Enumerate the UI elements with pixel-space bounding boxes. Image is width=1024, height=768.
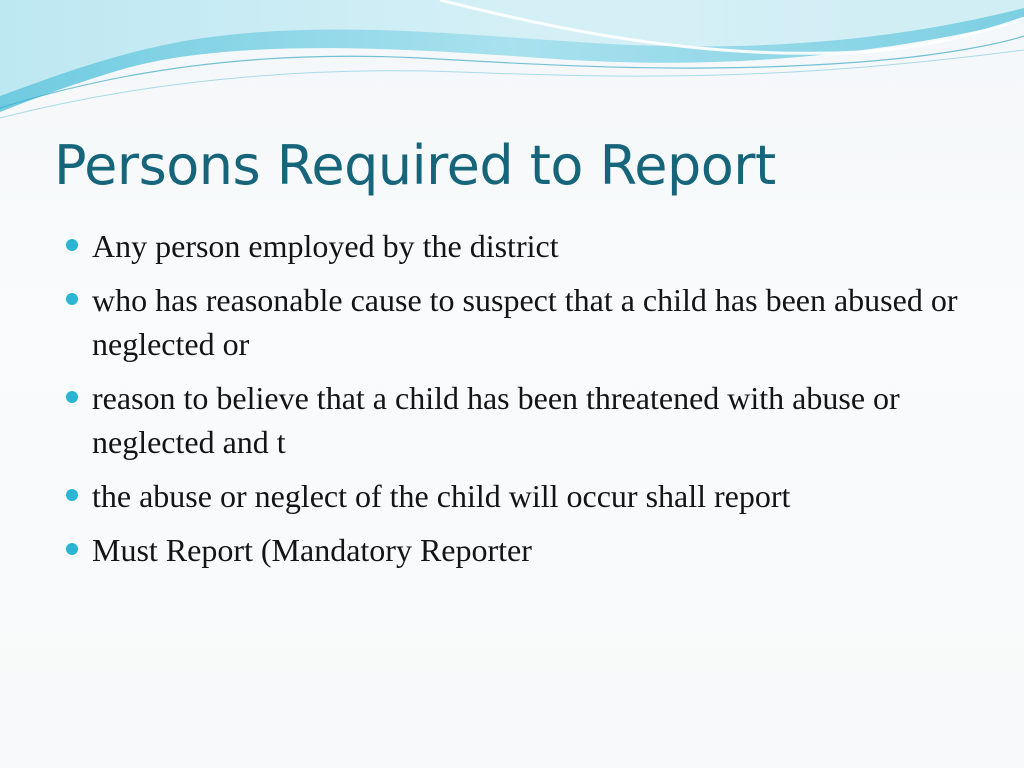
bullet-dot-icon <box>66 293 78 305</box>
header-wave-decoration <box>0 0 1024 130</box>
bullet-dot-icon <box>66 391 78 403</box>
list-item <box>62 528 982 572</box>
list-item <box>62 224 982 268</box>
bullet-list <box>62 224 982 582</box>
bullet-text: Must Report (Mandatory Reporter <box>92 532 532 568</box>
bullet-text: reason to believe that a child has been threatened with abuse or neglected and t <box>92 380 900 460</box>
bullet-text: who has reasonable cause to suspect that a child has been abused or neglected or <box>92 282 958 362</box>
bullet-dot-icon <box>66 239 78 251</box>
slide-title: Persons Required to Report <box>54 134 776 197</box>
bullet-dot-icon <box>66 489 78 501</box>
list-item <box>62 278 982 366</box>
bullet-text: the abuse or neglect of the child will occur shall report <box>92 478 791 514</box>
list-item <box>62 376 982 464</box>
bullet-text: Any person employed by the district <box>92 228 559 264</box>
bullet-dot-icon <box>66 543 78 555</box>
list-item <box>62 474 982 518</box>
